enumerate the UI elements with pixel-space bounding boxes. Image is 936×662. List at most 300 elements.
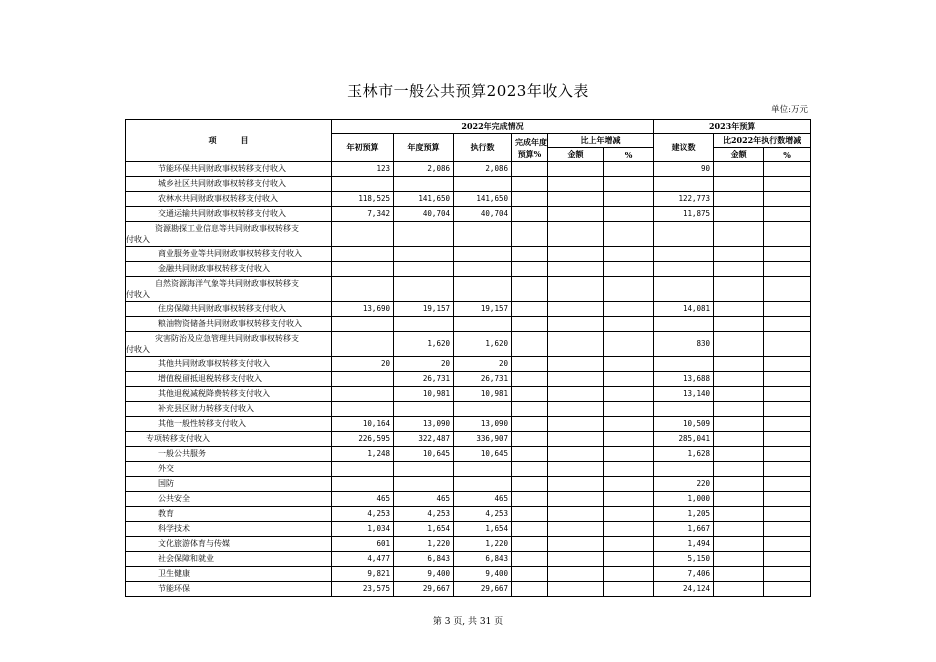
- table-row: [126, 177, 811, 192]
- row-initial-budget: [332, 222, 394, 247]
- row-item-name: 交通运输共同财政事权转移支付收入: [126, 207, 332, 222]
- row-yoy-pct: [604, 582, 654, 597]
- row-proposed: 830: [654, 332, 714, 357]
- row-completion-pct: [512, 262, 548, 277]
- row-proposed: 24,124: [654, 582, 714, 597]
- row-vs-pct: [764, 372, 811, 387]
- row-annual-budget: [394, 402, 454, 417]
- row-yoy-amount: [548, 357, 604, 372]
- row-yoy-pct: [604, 302, 654, 317]
- row-proposed: 1,000: [654, 492, 714, 507]
- row-item-name: 一般公共服务: [126, 447, 332, 462]
- row-vs-amount: [714, 447, 764, 462]
- table-row: [126, 192, 811, 207]
- row-item-name: 公共安全: [126, 492, 332, 507]
- header-item: 项 目: [126, 120, 332, 162]
- row-executed: 6,843: [454, 552, 512, 567]
- table-row: [126, 582, 811, 597]
- row-vs-pct: [764, 262, 811, 277]
- row-yoy-pct: [604, 417, 654, 432]
- row-proposed: 10,509: [654, 417, 714, 432]
- row-executed: 10,645: [454, 447, 512, 462]
- row-annual-budget: [394, 222, 454, 247]
- row-vs-pct: [764, 317, 811, 332]
- row-executed: [454, 462, 512, 477]
- table-row: [126, 222, 811, 247]
- row-vs-amount: [714, 477, 764, 492]
- row-vs-pct: [764, 432, 811, 447]
- row-yoy-pct: [604, 432, 654, 447]
- row-yoy-amount: [548, 552, 604, 567]
- row-proposed: 13,688: [654, 372, 714, 387]
- row-yoy-pct: [604, 222, 654, 247]
- row-item-name: 住房保障共同财政事权转移支付收入: [126, 302, 332, 317]
- row-executed: [454, 402, 512, 417]
- report-title: 玉林市一般公共预算2023年收入表: [347, 82, 589, 100]
- row-initial-budget: [332, 372, 394, 387]
- row-executed: 26,731: [454, 372, 512, 387]
- row-completion-pct: [512, 522, 548, 537]
- row-completion-pct: [512, 492, 548, 507]
- row-executed: [454, 222, 512, 247]
- row-proposed: [654, 462, 714, 477]
- row-yoy-amount: [548, 477, 604, 492]
- table-row: [126, 522, 811, 537]
- row-item-name-line2: 付收入: [126, 345, 150, 354]
- row-completion-pct: [512, 507, 548, 522]
- row-yoy-amount: [548, 177, 604, 192]
- row-initial-budget: 4,253: [332, 507, 394, 522]
- row-completion-pct: [512, 207, 548, 222]
- row-annual-budget: [394, 277, 454, 302]
- row-yoy-pct: [604, 552, 654, 567]
- row-initial-budget: 123: [332, 162, 394, 177]
- row-vs-amount: [714, 402, 764, 417]
- row-vs-pct: [764, 492, 811, 507]
- row-vs-amount: [714, 262, 764, 277]
- row-annual-budget: 1,654: [394, 522, 454, 537]
- row-executed: 336,907: [454, 432, 512, 447]
- table-row: [126, 317, 811, 332]
- row-vs-amount: [714, 207, 764, 222]
- header-completion-line2: 预算%: [517, 148, 542, 159]
- row-initial-budget: 7,342: [332, 207, 394, 222]
- row-vs-amount: [714, 177, 764, 192]
- row-yoy-pct: [604, 207, 654, 222]
- row-yoy-pct: [604, 447, 654, 462]
- row-initial-budget: 118,525: [332, 192, 394, 207]
- row-item-name: 节能环保共同财政事权转移支付收入: [126, 162, 332, 177]
- row-vs-pct: [764, 162, 811, 177]
- row-yoy-pct: [604, 317, 654, 332]
- row-completion-pct: [512, 432, 548, 447]
- row-item-name: 国防: [126, 477, 332, 492]
- row-yoy-amount: [548, 507, 604, 522]
- row-annual-budget: 29,667: [394, 582, 454, 597]
- row-vs-amount: [714, 522, 764, 537]
- row-executed: 141,650: [454, 192, 512, 207]
- row-completion-pct: [512, 372, 548, 387]
- row-yoy-pct: [604, 492, 654, 507]
- row-completion-pct: [512, 447, 548, 462]
- row-initial-budget: 4,477: [332, 552, 394, 567]
- row-initial-budget: 1,248: [332, 447, 394, 462]
- row-yoy-amount: [548, 207, 604, 222]
- row-annual-budget: 2,086: [394, 162, 454, 177]
- row-vs-amount: [714, 552, 764, 567]
- row-yoy-pct: [604, 332, 654, 357]
- row-yoy-amount: [548, 162, 604, 177]
- row-completion-pct: [512, 387, 548, 402]
- row-item-name-line1: 灾害防治及应急管理共同财政事权转移支: [155, 334, 299, 343]
- row-initial-budget: [332, 477, 394, 492]
- row-vs-amount: [714, 432, 764, 447]
- row-yoy-amount: [548, 332, 604, 357]
- row-annual-budget: 4,253: [394, 507, 454, 522]
- row-executed: 20: [454, 357, 512, 372]
- table-row: [126, 537, 811, 552]
- row-executed: [454, 262, 512, 277]
- row-completion-pct: [512, 477, 548, 492]
- row-vs-pct: [764, 417, 811, 432]
- row-yoy-pct: [604, 177, 654, 192]
- row-item-name: 其他共同财政事权转移支付收入: [126, 357, 332, 372]
- table-row: [126, 387, 811, 402]
- header-executed: 执行数: [454, 134, 512, 162]
- row-vs-pct: [764, 462, 811, 477]
- row-yoy-amount: [548, 192, 604, 207]
- row-initial-budget: 20: [332, 357, 394, 372]
- row-vs-amount: [714, 417, 764, 432]
- row-yoy-amount: [548, 447, 604, 462]
- row-vs-pct: [764, 192, 811, 207]
- row-vs-amount: [714, 302, 764, 317]
- table-row: [126, 507, 811, 522]
- row-proposed: 11,875: [654, 207, 714, 222]
- row-item-name: 节能环保: [126, 582, 332, 597]
- row-initial-budget: 1,034: [332, 522, 394, 537]
- row-initial-budget: [332, 177, 394, 192]
- row-yoy-amount: [548, 262, 604, 277]
- row-item-name: 外交: [126, 462, 332, 477]
- row-initial-budget: 226,595: [332, 432, 394, 447]
- row-proposed: 285,041: [654, 432, 714, 447]
- row-vs-pct: [764, 537, 811, 552]
- row-yoy-pct: [604, 462, 654, 477]
- row-item-name: 社会保障和就业: [126, 552, 332, 567]
- row-item-name: 农林水共同财政事权转移支付收入: [126, 192, 332, 207]
- row-annual-budget: [394, 177, 454, 192]
- row-proposed: [654, 357, 714, 372]
- row-annual-budget: 19,157: [394, 302, 454, 317]
- row-vs-pct: [764, 277, 811, 302]
- row-completion-pct: [512, 537, 548, 552]
- row-vs-pct: [764, 387, 811, 402]
- table-row: [126, 402, 811, 417]
- table-row: [126, 162, 811, 177]
- row-yoy-pct: [604, 537, 654, 552]
- row-initial-budget: [332, 262, 394, 277]
- row-item-name: 城乡社区共同财政事权转移支付收入: [126, 177, 332, 192]
- row-yoy-pct: [604, 357, 654, 372]
- table-row: [126, 262, 811, 277]
- row-item-name-line2: 付收入: [126, 290, 150, 299]
- row-proposed: [654, 247, 714, 262]
- row-proposed: [654, 262, 714, 277]
- row-initial-budget: [332, 462, 394, 477]
- row-annual-budget: 465: [394, 492, 454, 507]
- row-proposed: 1,667: [654, 522, 714, 537]
- row-annual-budget: 141,650: [394, 192, 454, 207]
- row-item-name: 其他退税减税降费转移支付收入: [126, 387, 332, 402]
- row-yoy-amount: [548, 537, 604, 552]
- header-proposed: 建议数: [654, 134, 714, 162]
- row-proposed: 5,150: [654, 552, 714, 567]
- row-annual-budget: 1,220: [394, 537, 454, 552]
- row-item-name: 教育: [126, 507, 332, 522]
- row-vs-amount: [714, 192, 764, 207]
- header-vs-2022: 比2022年执行数增减: [714, 134, 811, 148]
- row-executed: [454, 247, 512, 262]
- row-annual-budget: 13,090: [394, 417, 454, 432]
- row-annual-budget: 6,843: [394, 552, 454, 567]
- table-row: [126, 332, 811, 357]
- row-completion-pct: [512, 222, 548, 247]
- page-footer: 第 3 页, 共 31 页: [432, 617, 504, 627]
- header-completion-pct: [512, 134, 548, 162]
- row-yoy-pct: [604, 387, 654, 402]
- row-annual-budget: 322,487: [394, 432, 454, 447]
- row-executed: [454, 177, 512, 192]
- row-completion-pct: [512, 192, 548, 207]
- table-row: [126, 302, 811, 317]
- row-proposed: 14,081: [654, 302, 714, 317]
- row-vs-pct: [764, 357, 811, 372]
- row-proposed: 1,494: [654, 537, 714, 552]
- row-vs-amount: [714, 462, 764, 477]
- row-annual-budget: [394, 317, 454, 332]
- row-item-name: 金融共同财政事权转移支付收入: [126, 262, 332, 277]
- row-vs-pct: [764, 302, 811, 317]
- row-yoy-pct: [604, 507, 654, 522]
- row-yoy-amount: [548, 277, 604, 302]
- row-vs-pct: [764, 402, 811, 417]
- row-yoy-amount: [548, 372, 604, 387]
- row-executed: 1,654: [454, 522, 512, 537]
- row-completion-pct: [512, 462, 548, 477]
- row-completion-pct: [512, 417, 548, 432]
- row-vs-amount: [714, 507, 764, 522]
- row-annual-budget: [394, 477, 454, 492]
- row-proposed: 13,140: [654, 387, 714, 402]
- row-completion-pct: [512, 277, 548, 302]
- row-completion-pct: [512, 247, 548, 262]
- row-vs-pct: [764, 522, 811, 537]
- row-annual-budget: [394, 247, 454, 262]
- row-yoy-amount: [548, 222, 604, 247]
- row-yoy-amount: [548, 302, 604, 317]
- row-initial-budget: 9,821: [332, 567, 394, 582]
- row-vs-pct: [764, 447, 811, 462]
- table-row: [126, 447, 811, 462]
- row-item-name-line2: 付收入: [126, 235, 150, 244]
- header-group-2022: 2022年完成情况: [332, 120, 654, 134]
- row-yoy-amount: [548, 567, 604, 582]
- table-row: [126, 247, 811, 262]
- header-yoy-change: 比上年增减: [548, 134, 654, 148]
- header-vs-pct: %: [764, 148, 811, 162]
- row-completion-pct: [512, 552, 548, 567]
- row-executed: 1,220: [454, 537, 512, 552]
- table-row: [126, 492, 811, 507]
- row-vs-pct: [764, 247, 811, 262]
- row-vs-amount: [714, 162, 764, 177]
- row-executed: 29,667: [454, 582, 512, 597]
- table-row: [126, 477, 811, 492]
- row-initial-budget: [332, 247, 394, 262]
- table-body: [126, 162, 811, 597]
- row-proposed: 90: [654, 162, 714, 177]
- row-initial-budget: [332, 402, 394, 417]
- row-executed: 10,981: [454, 387, 512, 402]
- row-initial-budget: 23,575: [332, 582, 394, 597]
- table-row: [126, 462, 811, 477]
- row-completion-pct: [512, 567, 548, 582]
- row-yoy-amount: [548, 387, 604, 402]
- row-executed: 1,620: [454, 332, 512, 357]
- table-row: [126, 372, 811, 387]
- row-proposed: [654, 177, 714, 192]
- row-completion-pct: [512, 302, 548, 317]
- row-yoy-pct: [604, 402, 654, 417]
- row-annual-budget: [394, 262, 454, 277]
- table-row: [126, 552, 811, 567]
- row-proposed: [654, 277, 714, 302]
- row-yoy-amount: [548, 432, 604, 447]
- row-executed: 465: [454, 492, 512, 507]
- row-proposed: 220: [654, 477, 714, 492]
- row-proposed: [654, 317, 714, 332]
- budget-table: [125, 119, 811, 597]
- header-group-2023: 2023年预算: [654, 120, 811, 134]
- row-initial-budget: 465: [332, 492, 394, 507]
- row-proposed: [654, 222, 714, 247]
- row-vs-pct: [764, 552, 811, 567]
- row-item-name: [126, 332, 332, 357]
- row-proposed: 1,205: [654, 507, 714, 522]
- table-row: [126, 207, 811, 222]
- unit-label: 单位:万元: [771, 105, 808, 115]
- row-initial-budget: 10,164: [332, 417, 394, 432]
- row-completion-pct: [512, 582, 548, 597]
- row-annual-budget: 20: [394, 357, 454, 372]
- row-executed: 2,086: [454, 162, 512, 177]
- table-header: [126, 120, 811, 162]
- row-yoy-pct: [604, 247, 654, 262]
- table-row: [126, 432, 811, 447]
- row-annual-budget: 10,645: [394, 447, 454, 462]
- row-vs-amount: [714, 582, 764, 597]
- row-vs-pct: [764, 567, 811, 582]
- row-vs-pct: [764, 207, 811, 222]
- row-initial-budget: 601: [332, 537, 394, 552]
- row-initial-budget: [332, 317, 394, 332]
- row-executed: 13,090: [454, 417, 512, 432]
- row-item-name: 文化旅游体育与传媒: [126, 537, 332, 552]
- table-row: [126, 357, 811, 372]
- row-executed: [454, 277, 512, 302]
- row-annual-budget: 9,400: [394, 567, 454, 582]
- row-completion-pct: [512, 402, 548, 417]
- row-yoy-pct: [604, 262, 654, 277]
- row-item-name: 其他一般性转移支付收入: [126, 417, 332, 432]
- row-vs-pct: [764, 332, 811, 357]
- row-initial-budget: 13,690: [332, 302, 394, 317]
- row-vs-pct: [764, 177, 811, 192]
- row-proposed: 1,628: [654, 447, 714, 462]
- row-item-name: 补充县区财力转移支付收入: [126, 402, 332, 417]
- row-initial-budget: [332, 277, 394, 302]
- row-vs-pct: [764, 507, 811, 522]
- row-item-name: [126, 222, 332, 247]
- row-item-name: [126, 277, 332, 302]
- row-yoy-pct: [604, 277, 654, 302]
- row-executed: 19,157: [454, 302, 512, 317]
- row-yoy-amount: [548, 462, 604, 477]
- row-yoy-pct: [604, 477, 654, 492]
- row-executed: [454, 477, 512, 492]
- row-proposed: 7,406: [654, 567, 714, 582]
- row-completion-pct: [512, 162, 548, 177]
- row-yoy-amount: [548, 522, 604, 537]
- row-initial-budget: [332, 387, 394, 402]
- row-yoy-amount: [548, 247, 604, 262]
- table-row: [126, 417, 811, 432]
- row-completion-pct: [512, 177, 548, 192]
- row-vs-amount: [714, 387, 764, 402]
- row-vs-amount: [714, 332, 764, 357]
- row-annual-budget: 26,731: [394, 372, 454, 387]
- table-row: [126, 277, 811, 302]
- header-completion-line1: 完成年度: [515, 136, 547, 147]
- row-annual-budget: [394, 462, 454, 477]
- row-item-name: 增值税留抵退税转移支付收入: [126, 372, 332, 387]
- row-vs-amount: [714, 247, 764, 262]
- header-yoy-pct: %: [604, 148, 654, 162]
- row-vs-amount: [714, 357, 764, 372]
- row-executed: [454, 317, 512, 332]
- row-yoy-amount: [548, 402, 604, 417]
- row-completion-pct: [512, 357, 548, 372]
- row-annual-budget: 40,704: [394, 207, 454, 222]
- row-yoy-pct: [604, 567, 654, 582]
- row-vs-amount: [714, 492, 764, 507]
- row-annual-budget: 1,620: [394, 332, 454, 357]
- table-row: [126, 567, 811, 582]
- row-vs-pct: [764, 582, 811, 597]
- row-annual-budget: 10,981: [394, 387, 454, 402]
- row-executed: 4,253: [454, 507, 512, 522]
- row-vs-amount: [714, 537, 764, 552]
- row-completion-pct: [512, 317, 548, 332]
- row-yoy-pct: [604, 372, 654, 387]
- row-vs-amount: [714, 317, 764, 332]
- header-initial-budget: 年初预算: [332, 134, 394, 162]
- row-proposed: 122,773: [654, 192, 714, 207]
- row-yoy-pct: [604, 192, 654, 207]
- header-vs-amount: 金额: [714, 148, 764, 162]
- row-yoy-amount: [548, 492, 604, 507]
